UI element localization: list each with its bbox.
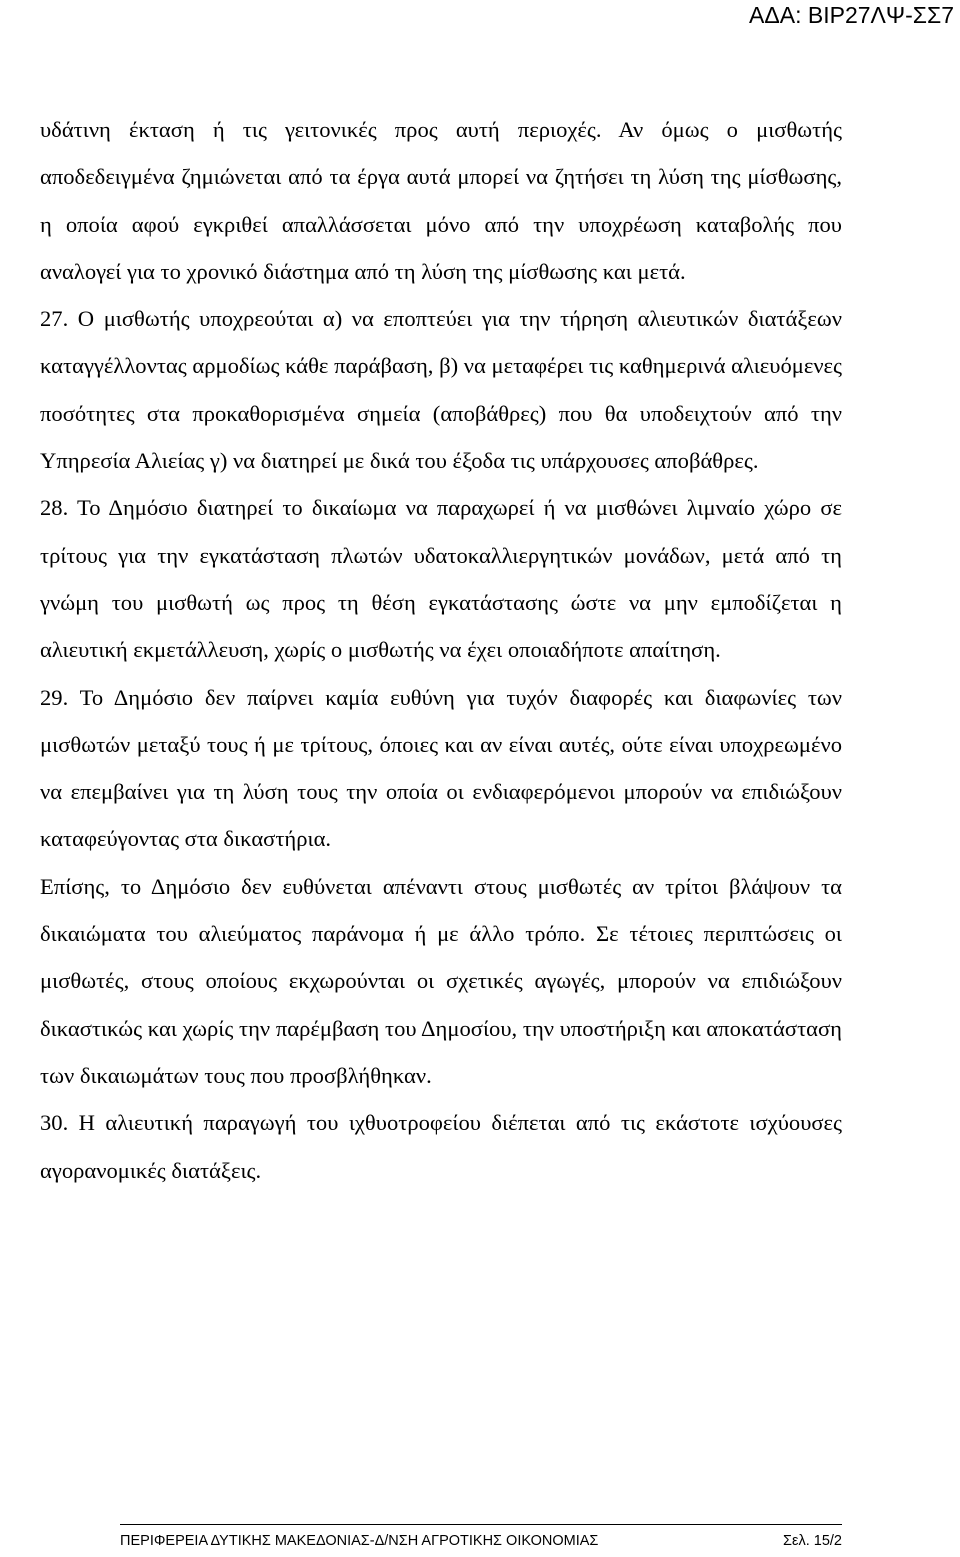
- page-footer: [120, 1524, 842, 1549]
- paragraph-continuation: υδάτινη έκταση ή τις γειτονικές προς αυτή περιοχές. Αν όμως ο μισθωτής αποδεδειγμένα ζημιώνεται από τα έργα αυτά μπορεί να ζητήσει τη λύση της μίσθωσης, η οποία αφού εγκριθεί απαλλάσσεται μόνο από την υποχρέωση καταβολής που αναλογεί για το χρονικό διάστημα από τη λύση της μίσθωσης και μετά.: [40, 117, 842, 284]
- ada-code: ΑΔΑ: ΒΙΡ27ΛΨ-ΣΣ7: [749, 2, 954, 28]
- paragraph-30: 30. Η αλιευτική παραγωγή του ιχθυοτροφείου διέπεται από τις εκάστοτε ισχύουσες αγορανομικές διατάξεις.: [40, 1110, 842, 1183]
- document-body: [40, 106, 842, 1194]
- footer-department: ΠΕΡΙΦΕΡΕΙΑ ΔΥΤΙΚΗΣ ΜΑΚΕΔΟΝΙΑΣ-Δ/ΝΣΗ ΑΓΡΟΤΙΚΗΣ ΟΙΚΟΝΟΜΙΑΣ: [120, 1533, 599, 1549]
- paragraph-28: 28. Το Δημόσιο διατηρεί το δικαίωμα να παραχωρεί ή να μισθώνει λιμναίο χώρο σε τρίτους για την εγκατάσταση πλωτών υδατοκαλλιεργητικών μονάδων, μετά από τη γνώμη του μισθωτή ως προς τη θέση εγκατάστασης ώστε να μην εμποδίζεται η αλιευτική εκμετάλλευση, χωρίς ο μισθωτής να έχει οποιαδήποτε απαίτηση.: [40, 495, 842, 663]
- paragraph-29-continued: Επίσης, το Δημόσιο δεν ευθύνεται απέναντι στους μισθωτές αν τρίτοι βλάψουν τα δικαιώματα του αλιεύματος παράνομα ή με άλλο τρόπο. Σε τέτοιες περιπτώσεις οι μισθωτές, στους οποίους εκχωρούνται οι σχετικές αγωγές, μπορούν να επιδιώξουν δικαστικώς και χωρίς την παρέμβαση του Δημοσίου, την υποστήριξη και αποκατάσταση των δικαιωμάτων τους που προσβλήθηκαν.: [40, 873, 842, 1088]
- paragraph-29: 29. Το Δημόσιο δεν παίρνει καμία ευθύνη για τυχόν διαφορές και διαφωνίες των μισθωτών μεταξύ τους ή με τρίτους, όποιες και αν είναι αυτές, ούτε είναι υποχρεωμένο να επεμβαίνει για τη λύση τους την οποία οι ενδιαφερόμενοι μπορούν να επιδιώξουν καταφεύγοντας στα δικαστήρια.: [40, 684, 842, 852]
- paragraph-27: 27. Ο μισθωτής υποχρεούται α) να εποπτεύει για την τήρηση αλιευτικών διατάξεων καταγγέλλοντας αρμοδίως κάθε παράβαση, β) να μεταφέρει τις καθημερινά αλιευόμενες ποσότητες στα προκαθορισμένα σημεία (αποβάθρες) που θα υποδειχτούν από την Υπηρεσία Αλιείας γ) να διατηρεί με δικά του έξοδα τις υπάρχουσες αποβάθρες.: [40, 306, 842, 474]
- page-number: Σελ. 15/2: [783, 1533, 842, 1549]
